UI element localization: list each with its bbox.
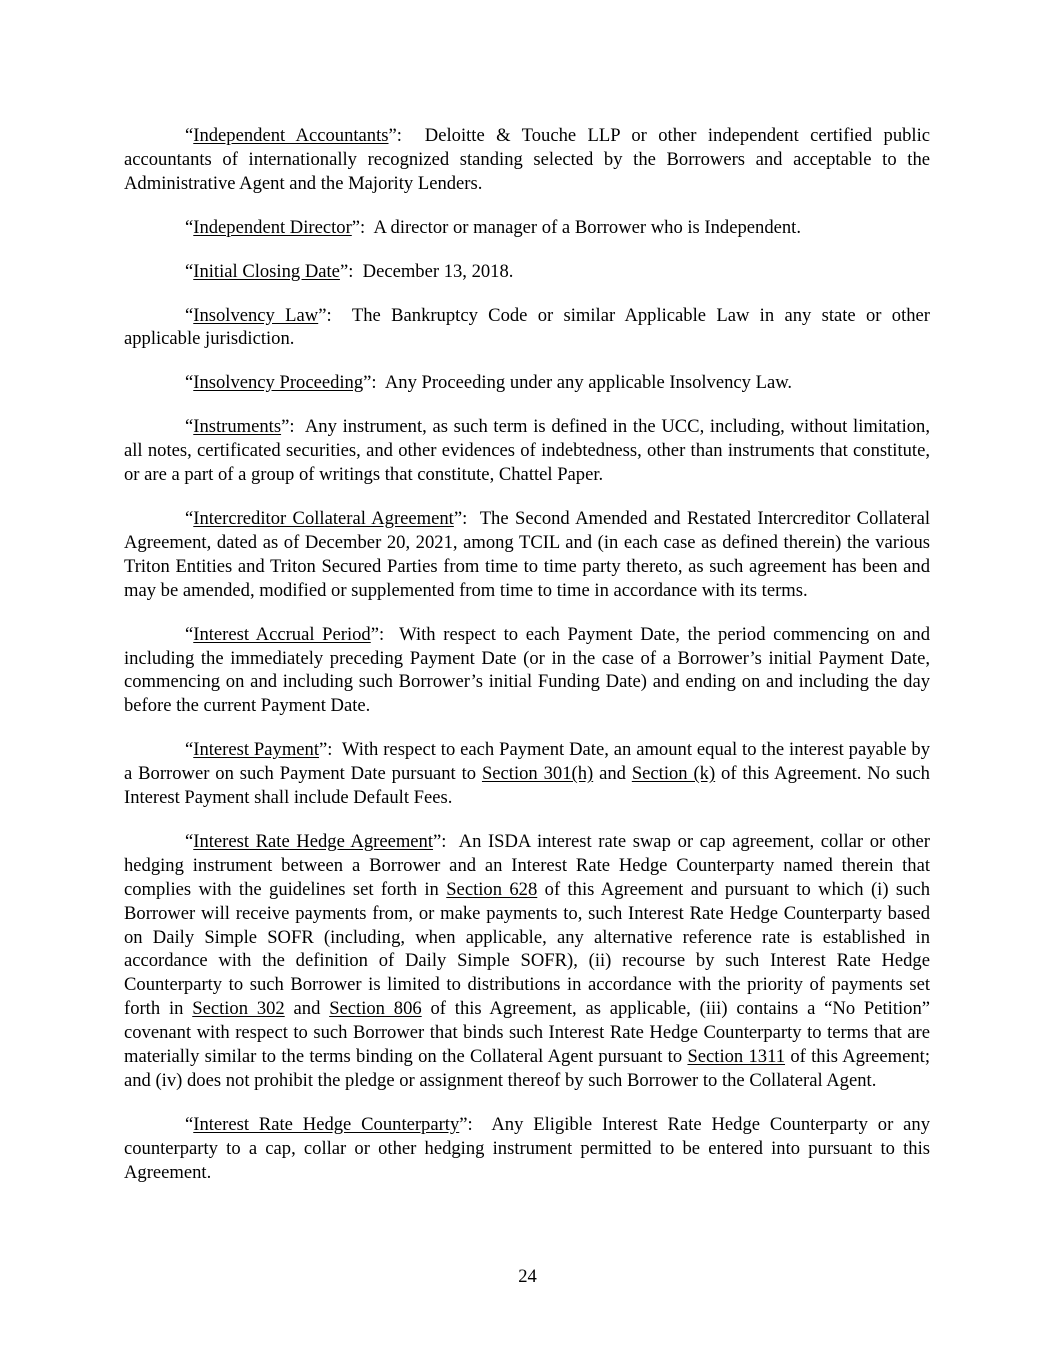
- definition-paragraph: “Interest Rate Hedge Agreement”: An ISDA interest rate swap or cap agreement, collar or other hedging instrument between a Borrower and an Interest Rate Hedge Counterparty named therein that complies with the guidelines set forth in Section 628 of this Agreement and pursuant to which (i) such Borrower will receive payments from, or make payments to, such Interest Rate Hedge Counterparty based on Daily Simple SOFR (including, when applicable, any alternative reference rate is established in accordance with the definition of Daily Simple SOFR), (ii) recourse by such Interest Rate Hedge Counterparty to such Borrower is limited to distributions in accordance with the priority of payments set forth in Section 302 and Section 806 of this Agreement, as applicable, (iii) contains a “No Petition” covenant with respect to such Borrower that binds such Interest Rate Hedge Counterparty to terms that are materially similar to the terms binding on the Collateral Agent pursuant to Section 1311 of this Agreement; and (iv) does not prohibit the pledge or assignment thereof by such Borrower to the Collateral Agent.: [124, 830, 931, 1091]
- definition-paragraph: “Interest Accrual Period”: With respect to each Payment Date, the period commencing on and including the immediately preceding Payment Date (or in the case of a Borrower’s initial Payment Date, commencing on and including such Borrower’s initial Funding Date) and ending on and including the day before the current Payment Date.: [124, 623, 930, 717]
- defined-term: Interest Rate Hedge Counterparty: [193, 1113, 460, 1135]
- defined-term: Intercreditor Collateral Agreement: [193, 507, 454, 529]
- defined-term: Interest Rate Hedge Agreement: [193, 830, 434, 852]
- section-reference: Section 301(h): [481, 763, 594, 785]
- definition-paragraph: “Insolvency Proceeding”: Any Proceeding under any applicable Insolvency Law.: [185, 372, 793, 394]
- definition-text: of this Agreement, as applicable, (iii) contains a “No Petition” covenant with respect to such Borrower that binds such Interest Rate Hedge Counterparty to terms that are materially similar to the terms binding on the Collateral Agent pursuant to: [124, 998, 931, 1068]
- defined-term: Insolvency Proceeding: [193, 372, 364, 394]
- definition-text: of this Agreement and pursuant to which (i) such Borrower will receive payments from, or make payments to, such Interest Rate Hedge Counterparty based on Daily Simple SOFR (including, when applicable, any alternative reference rate is established in accordance with the definition of Daily Simple SOFR), (ii) recourse by such Interest Rate Hedge Counterparty to such Borrower is limited to distributions in accordance with the priority of payments set forth in: [124, 878, 930, 1020]
- definition-paragraph: “Interest Payment”: With respect to each Payment Date, an amount equal to the interest payable by a Borrower on such Payment Date pursuant to Section 301(h) and Section (k) of this Agreement. No such Interest Payment shall include Default Fees.: [124, 739, 930, 809]
- defined-term: Independent Director: [193, 216, 352, 238]
- document-page: [124, 124, 930, 1205]
- definition-text: Any instrument, as such term is defined in the UCC, including, without limitation, all notes, certificated securities, and other evidences of indebtedness, other than instruments that constitute, or are a part of a group of writings that constitute, Chattel Paper.: [124, 416, 930, 486]
- definition-text: With respect to each Payment Date, an amount equal to the interest payable by a Borrower on such Payment Date pursuant to: [124, 739, 930, 785]
- definition-text: Any Eligible Interest Rate Hedge Counterparty or any counterparty to a cap, collar or other hedging instrument permitted to be entered into pursuant to this Agreement.: [124, 1113, 930, 1183]
- definition-text: and: [284, 998, 330, 1020]
- definition-paragraph: “Insolvency Law”: The Bankruptcy Code or similar Applicable Law in any state or other applicable jurisdiction.: [124, 304, 930, 350]
- defined-term: Independent Accountants: [193, 125, 389, 146]
- defined-term: Instruments: [193, 416, 282, 438]
- page-number: 24: [518, 1266, 537, 1287]
- definition-paragraph: “Independent Director”: A director or manager of a Borrower who is Independent.: [185, 216, 801, 238]
- definition-text: of this Agreement. No such Interest Payment shall include Default Fees.: [124, 763, 930, 809]
- definition-paragraph: “Initial Closing Date”: December 13, 2018.: [185, 260, 514, 282]
- definition-text: An ISDA interest rate swap or cap agreement, collar or other hedging instrument between a Borrower and an Interest Rate Hedge Counterparty named therein that complies with the guidelines set forth in: [124, 830, 930, 900]
- definition-paragraph: “Instruments”: Any instrument, as such term is defined in the UCC, including, without limitation, all notes, certificated securities, and other evidences of indebtedness, other than instruments that constitute, or are a part of a group of writings that constitute, Chattel Paper.: [124, 416, 930, 486]
- defined-term: Insolvency Law: [193, 304, 319, 326]
- definition-text: of this Agreement; and (iv) does not prohibit the pledge or assignment thereof by such Borrower to the Collateral Agent.: [124, 1046, 931, 1091]
- definition-text: and: [593, 763, 632, 785]
- section-reference: Section 628: [446, 878, 538, 900]
- definition-text: Any Proceeding under any applicable Insolvency Law.: [384, 372, 793, 394]
- defined-term: Interest Accrual Period: [193, 623, 371, 645]
- section-reference: Section 302: [192, 998, 285, 1020]
- definition-paragraph: “Interest Rate Hedge Counterparty”: Any Eligible Interest Rate Hedge Counterparty or any counterparty to a cap, collar or other hedging instrument permitted to be entered into pursuant to this Agreement.: [124, 1113, 930, 1183]
- definition-text: With respect to each Payment Date, the period commencing on and including the immediately preceding Payment Date (or in the case of a Borrower’s initial Payment Date, commencing on and including such Borrower’s initial Funding Date) and ending on and including the day before the current Payment Date.: [124, 623, 930, 717]
- definition-text: A director or manager of a Borrower who is Independent.: [373, 216, 801, 238]
- definition-paragraph: “Independent Accountants”: Deloitte & Touche LLP or other independent certified public accountants of internationally recognized standing selected by the Borrowers and acceptable to the Administrative Agent and the Majority Lenders.: [124, 125, 931, 194]
- section-reference: Section 1311: [687, 1046, 786, 1068]
- definition-text: The Bankruptcy Code or similar Applicable Law in any state or other applicable jurisdiction.: [124, 304, 930, 350]
- defined-term: Interest Payment: [193, 739, 319, 761]
- defined-term: Initial Closing Date: [193, 260, 340, 282]
- definition-text: The Second Amended and Restated Intercreditor Collateral Agreement, dated as of December 20, 2021, among TCIL and (in each case as defined therein) the various Triton Entities and Triton Secured Parties from time to time party thereto, as such agreement has been and may be amended, modified or supplemented from time to time in accordance with its terms.: [124, 507, 930, 601]
- definition-text: Deloitte & Touche LLP or other independent certified public accountants of internationally recognized standing selected by the Borrowers and acceptable to the Administrative Agent and the Majority Lenders.: [124, 125, 931, 194]
- definition-text: December 13, 2018.: [362, 260, 514, 282]
- section-reference: Section (k): [631, 763, 716, 785]
- definition-paragraph: “Intercreditor Collateral Agreement”: The Second Amended and Restated Intercreditor Collateral Agreement, dated as of December 20, 2021, among TCIL and (in each case as defined therein) the various Triton Entities and Triton Secured Parties from time to time party thereto, as such agreement has been and may be amended, modified or supplemented from time to time in accordance with its terms.: [124, 507, 930, 601]
- section-reference: Section 806: [329, 998, 422, 1020]
